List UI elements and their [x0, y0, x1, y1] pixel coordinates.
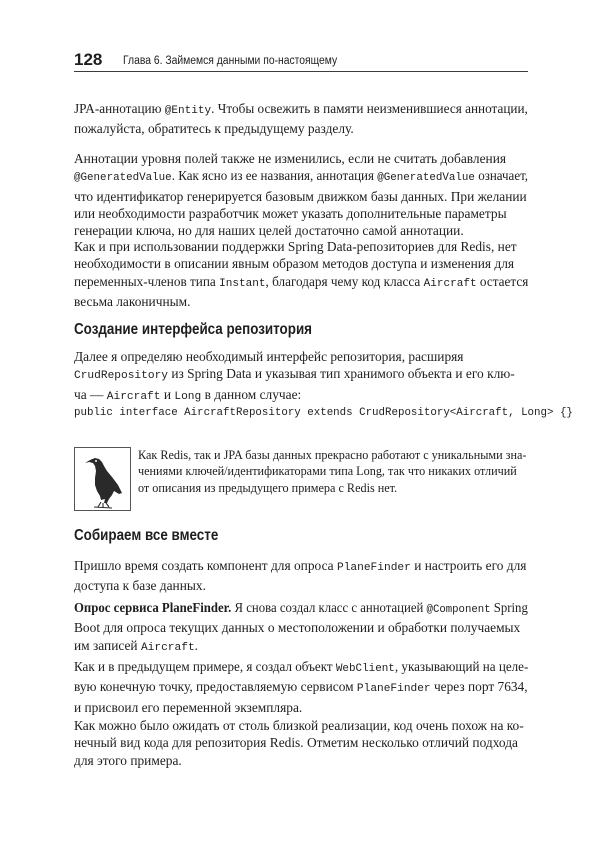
line: им записей Aircraft.: [74, 637, 199, 654]
line: необходимости в описании явным образом методов доступа и изменения для: [74, 256, 515, 272]
line: Boot для опроса текущих данных о местоположении и обработки получаемых: [74, 620, 521, 636]
line: или необходимости разработчик может указать дополнительные параметры: [74, 205, 507, 221]
lead-in: Опрос сервиса PlaneFinder.: [74, 600, 232, 615]
line: Пришло время создать компонент для опроса PlaneFinder и настроить его для: [74, 558, 527, 574]
line: доступа к базе данных.: [74, 578, 206, 594]
note-box: [74, 447, 528, 515]
inline-code: @GeneratedValue: [377, 172, 475, 185]
line: переменных-членов типа Instant, благодаря чему код класса Aircraft остается: [74, 273, 529, 290]
paragraph-1: [74, 100, 528, 138]
code-block: public interface AircraftRepository extends CrudRepository<Aircraft, Long> {}: [74, 407, 573, 419]
header-divider: [74, 71, 528, 72]
line: Как Redis, так и JPA базы данных прекрасно работают с уникальными зна-: [138, 448, 527, 462]
line: для этого примера.: [74, 752, 182, 768]
line: Далее я определяю необходимый интерфейс репозитория, расширяя: [74, 349, 464, 364]
paragraph-6: [74, 599, 528, 657]
section-heading-repository: Создание интерфейса репозитория: [74, 321, 313, 338]
inline-code: @GeneratedValue: [74, 172, 172, 185]
line: весьма лаконичным.: [74, 293, 191, 309]
line: что идентификатор генерируется базовым движком базы данных. При желании: [74, 188, 527, 204]
paragraph-2: [74, 150, 528, 239]
line: вую конечную точку, предоставляемую сервисом PlaneFinder через порт 7634,: [74, 679, 528, 696]
paragraph-8: [74, 717, 528, 769]
inline-code: Long: [174, 390, 202, 403]
paragraph-7: [74, 658, 528, 716]
line: Как и в предыдущем примере, я создал объект WebClient, указывающий на целе-: [74, 659, 529, 675]
line: и присвоил его переменной экземпляра.: [74, 699, 303, 715]
line: от описания из предыдущего примера с Redis нет.: [138, 480, 398, 495]
paragraph-5: [74, 557, 528, 595]
inline-code: Instant: [219, 277, 266, 290]
inline-code: @Entity: [164, 105, 212, 117]
line: Как можно было ожидать от столь близкой реализации, код очень похож на ко-: [74, 718, 524, 733]
section-heading-together: Собираем все вместе: [74, 527, 219, 544]
line: Аннотации уровня полей также не изменились, если не считать добавления: [74, 151, 507, 166]
line: JPA-аннотацию @Entity. Чтобы освежить в памяти неизменившиеся аннотации,: [74, 101, 528, 117]
page-header: [74, 50, 528, 72]
line: Как и при использовании поддержки Spring Data-репозиториев для Redis, нет: [74, 239, 517, 254]
line: чениями ключей/идентификаторами типа Long, так что никаких отличий: [138, 464, 517, 479]
inline-code: Aircraft: [140, 641, 195, 654]
paragraph-3: [74, 238, 528, 310]
page-number: 128: [74, 50, 103, 69]
inline-code: PlaneFinder: [336, 562, 411, 574]
inline-code: Aircraft: [423, 277, 477, 290]
paragraph-4: [74, 348, 528, 406]
note-text: [138, 447, 528, 496]
line: нечный вид кода для репозитория Redis. Отметим несколько отличий подхода: [74, 735, 518, 751]
inline-code: Aircraft: [106, 390, 161, 403]
line: Опрос сервиса PlaneFinder. Я снова создал класс с аннотацией @Component Spring: [74, 600, 528, 616]
inline-code: @Component: [426, 604, 491, 616]
line: @GeneratedValue. Как ясно из ее названия, аннотация @GeneratedValue означает,: [74, 168, 529, 185]
line: генерации ключа, но для наших целей достаточно самой аннотации.: [74, 223, 464, 239]
line: ча — Aircraft и Long в данном случае:: [74, 386, 302, 403]
line: CrudRepository из Spring Data и указывая тип хранимого объекта и его клю-: [74, 366, 515, 383]
bird-icon: [74, 447, 131, 511]
inline-code: WebClient: [335, 663, 395, 675]
inline-code: PlaneFinder: [356, 683, 431, 696]
running-title: Глава 6. Займемся данными по-настоящему: [123, 55, 338, 67]
inline-code: CrudRepository: [74, 370, 168, 383]
line: пожалуйста, обратитесь к предыдущему разделу.: [74, 121, 354, 137]
